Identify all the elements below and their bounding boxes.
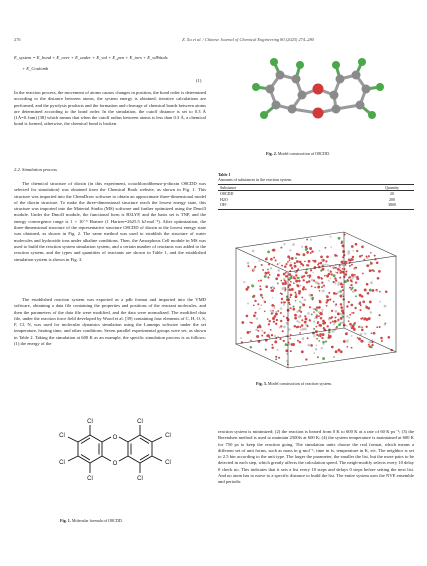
paragraph-bond-order: In the reaction process, the movement of atoms causes changes in position, the bond order is determined according to the distance between atoms, the system energy is obtained, iterative calculations are performed, and the pyrolysis products and the formation and cleavage of chemical bonds between atoms are determined according to the bond order. In the simulation, the cutoff distance is set to 0.3 Å (1Å=0.1nm) [38] which means that when the cutoff radius between atoms is less than 0.3 Å, a chemical bond is formed, otherwise, the chemical bond is broken. — [14, 90, 206, 127]
fig1-molecular-structure — [40, 412, 190, 508]
fig1-caption-text: Molecular formula of O8CDD. — [71, 518, 123, 523]
equation-line-1: E_system = E_bond + E_over + E_under + E_val + E_pen + E_tors + E_vdWaals — [14, 55, 168, 60]
paragraph-simulation: The chemical structure of dioxin (in this experiment, octachlorodibenzo-p-dioxin O8CDD was selected for simulation) was obtained from the Chemical Book website, as shown in Fig. 1. This structure was imported into the ChemDraw software to obtain an approximate three-dimensional model of the dioxin structure. To make the three-dimensional structure reach the lowest energy state, this structure was imported into the Material Studio (MS) software and further optimized using the Dmol3 module. Under the Dmol3 module, the functional form is B3LYP, and the basis set is TNP, and the energy convergence range is 1 × 10⁻⁵ Hartree (1 Hartree=2625.5 kJ·mol⁻¹). After optimization, the three-dimensional structure of the representative structure O8CDD of dioxin at the lowest energy state was obtained, as shown in Fig. 2. The same method was used to establish the structure of water molecules and hydroxide ions under alkaline conditions. Then, the Amorphous Cell module in MS was used to build the reaction system simulation system, and a certain number of reactants was added to the reaction system, and the types and quantities of reactants are shown in Table 1, and the established simulation system is shown in Fig. 3. — [14, 181, 206, 262]
fig1-caption — [60, 518, 123, 523]
fig2-3d-model — [218, 55, 418, 147]
fig3-caption-text: Model construction of reaction system. — [267, 381, 332, 386]
section-title: 2.2. Simulation process — [14, 167, 57, 172]
chlorine-2: Cl — [59, 433, 65, 439]
chlorine-4: Cl — [87, 476, 93, 482]
table-cell: H2O — [220, 196, 228, 202]
page-number: 276 — [14, 37, 21, 42]
fig1-caption-label: Fig. 1. — [60, 518, 71, 523]
fig2-caption-text: Model construction of O8CDD. — [277, 151, 330, 156]
table-row — [218, 202, 414, 207]
table1-label: Table 1 — [218, 172, 231, 177]
chlorine-5: Cl — [137, 419, 143, 425]
fig3-caption — [256, 381, 332, 386]
molecule-cloud — [240, 234, 393, 366]
fig2-caption-label: Fig. 2. — [266, 151, 277, 156]
table1-title: Amounts of substances in the reaction system. — [218, 177, 293, 182]
table-cell: O8CDD — [220, 191, 234, 197]
oxygen-bottom: O — [112, 461, 118, 467]
equation-number: (1) — [196, 78, 202, 83]
table-header-quantity: Quantity — [385, 185, 399, 190]
table-cell: 3800 — [388, 202, 396, 208]
table-header-substance: Substance — [220, 185, 237, 190]
table1 — [218, 185, 414, 208]
table-cell: OH⁻ — [220, 202, 228, 208]
chlorine-6: Cl — [165, 433, 171, 439]
paragraph-continued: reaction system is minimized; (2) the reaction is heated from 0 K to 600 K at a rate of 60 K·ps⁻¹; (3) the Berendsen method is used to maintain 2500fs at 600 K; (4) the system temperature is maintained at 600 K for 750 ps to keep the reaction going. The simulation units choose the real format, which means a different set of unit forms, such as mass in g·mol⁻¹, time in fs, temperature in K, etc. The neighbor is set to 2.5 bin according to the unit type. The larger the parameter, the smaller the list, but the more pairs to be detected in each step, which greatly affects the calculation speed. The neigh-modify selects every 10 delay 0 check no. This indicates that it sets a list every 10 steps and delays 0 steps before setting the next list. And no atom has to move to a specific distance to build the list. The entire system uses the NVE ensemble and periodic — [218, 429, 414, 485]
chlorine-8: Cl — [137, 476, 143, 482]
equation-line-2: + E_Coulomb — [22, 66, 49, 71]
fig2-caption — [266, 151, 330, 156]
running-header: Z. Xu et al. / Chinese Journal of Chemical Engineering 80 (2025) 274–280 — [182, 37, 314, 42]
fig3-simulation-box — [226, 226, 406, 376]
chlorine-1: Cl — [87, 419, 93, 425]
table-cell: 200 — [389, 196, 395, 202]
chlorine-3: Cl — [59, 460, 65, 466]
fig3-caption-label: Fig. 3. — [256, 381, 267, 386]
chlorine-7: Cl — [165, 460, 171, 466]
oxygen-top: O — [112, 435, 118, 441]
table-cell: 20 — [390, 191, 394, 197]
paragraph-export: The established reaction system was exported as a pdb format and imported into the VMD software, obtaining a data file containing the properties and positions of the reactant molecules, and then the parameters of the data file were modified, and the data were normalized. The modified data file, under the reaction force field developed by Wood et al. [39] containing four elements of C, H, O, S, F, Cl, N, was used for molecular dynamics simulation using the Lammps software under the set temperature, heating time, and other conditions. Seven parallel experimental groups were set, as shown in Table 2. Taking the simulation at 600 K as an example, the specific simulation process is as follows: (1) the energy of the — [14, 297, 206, 347]
